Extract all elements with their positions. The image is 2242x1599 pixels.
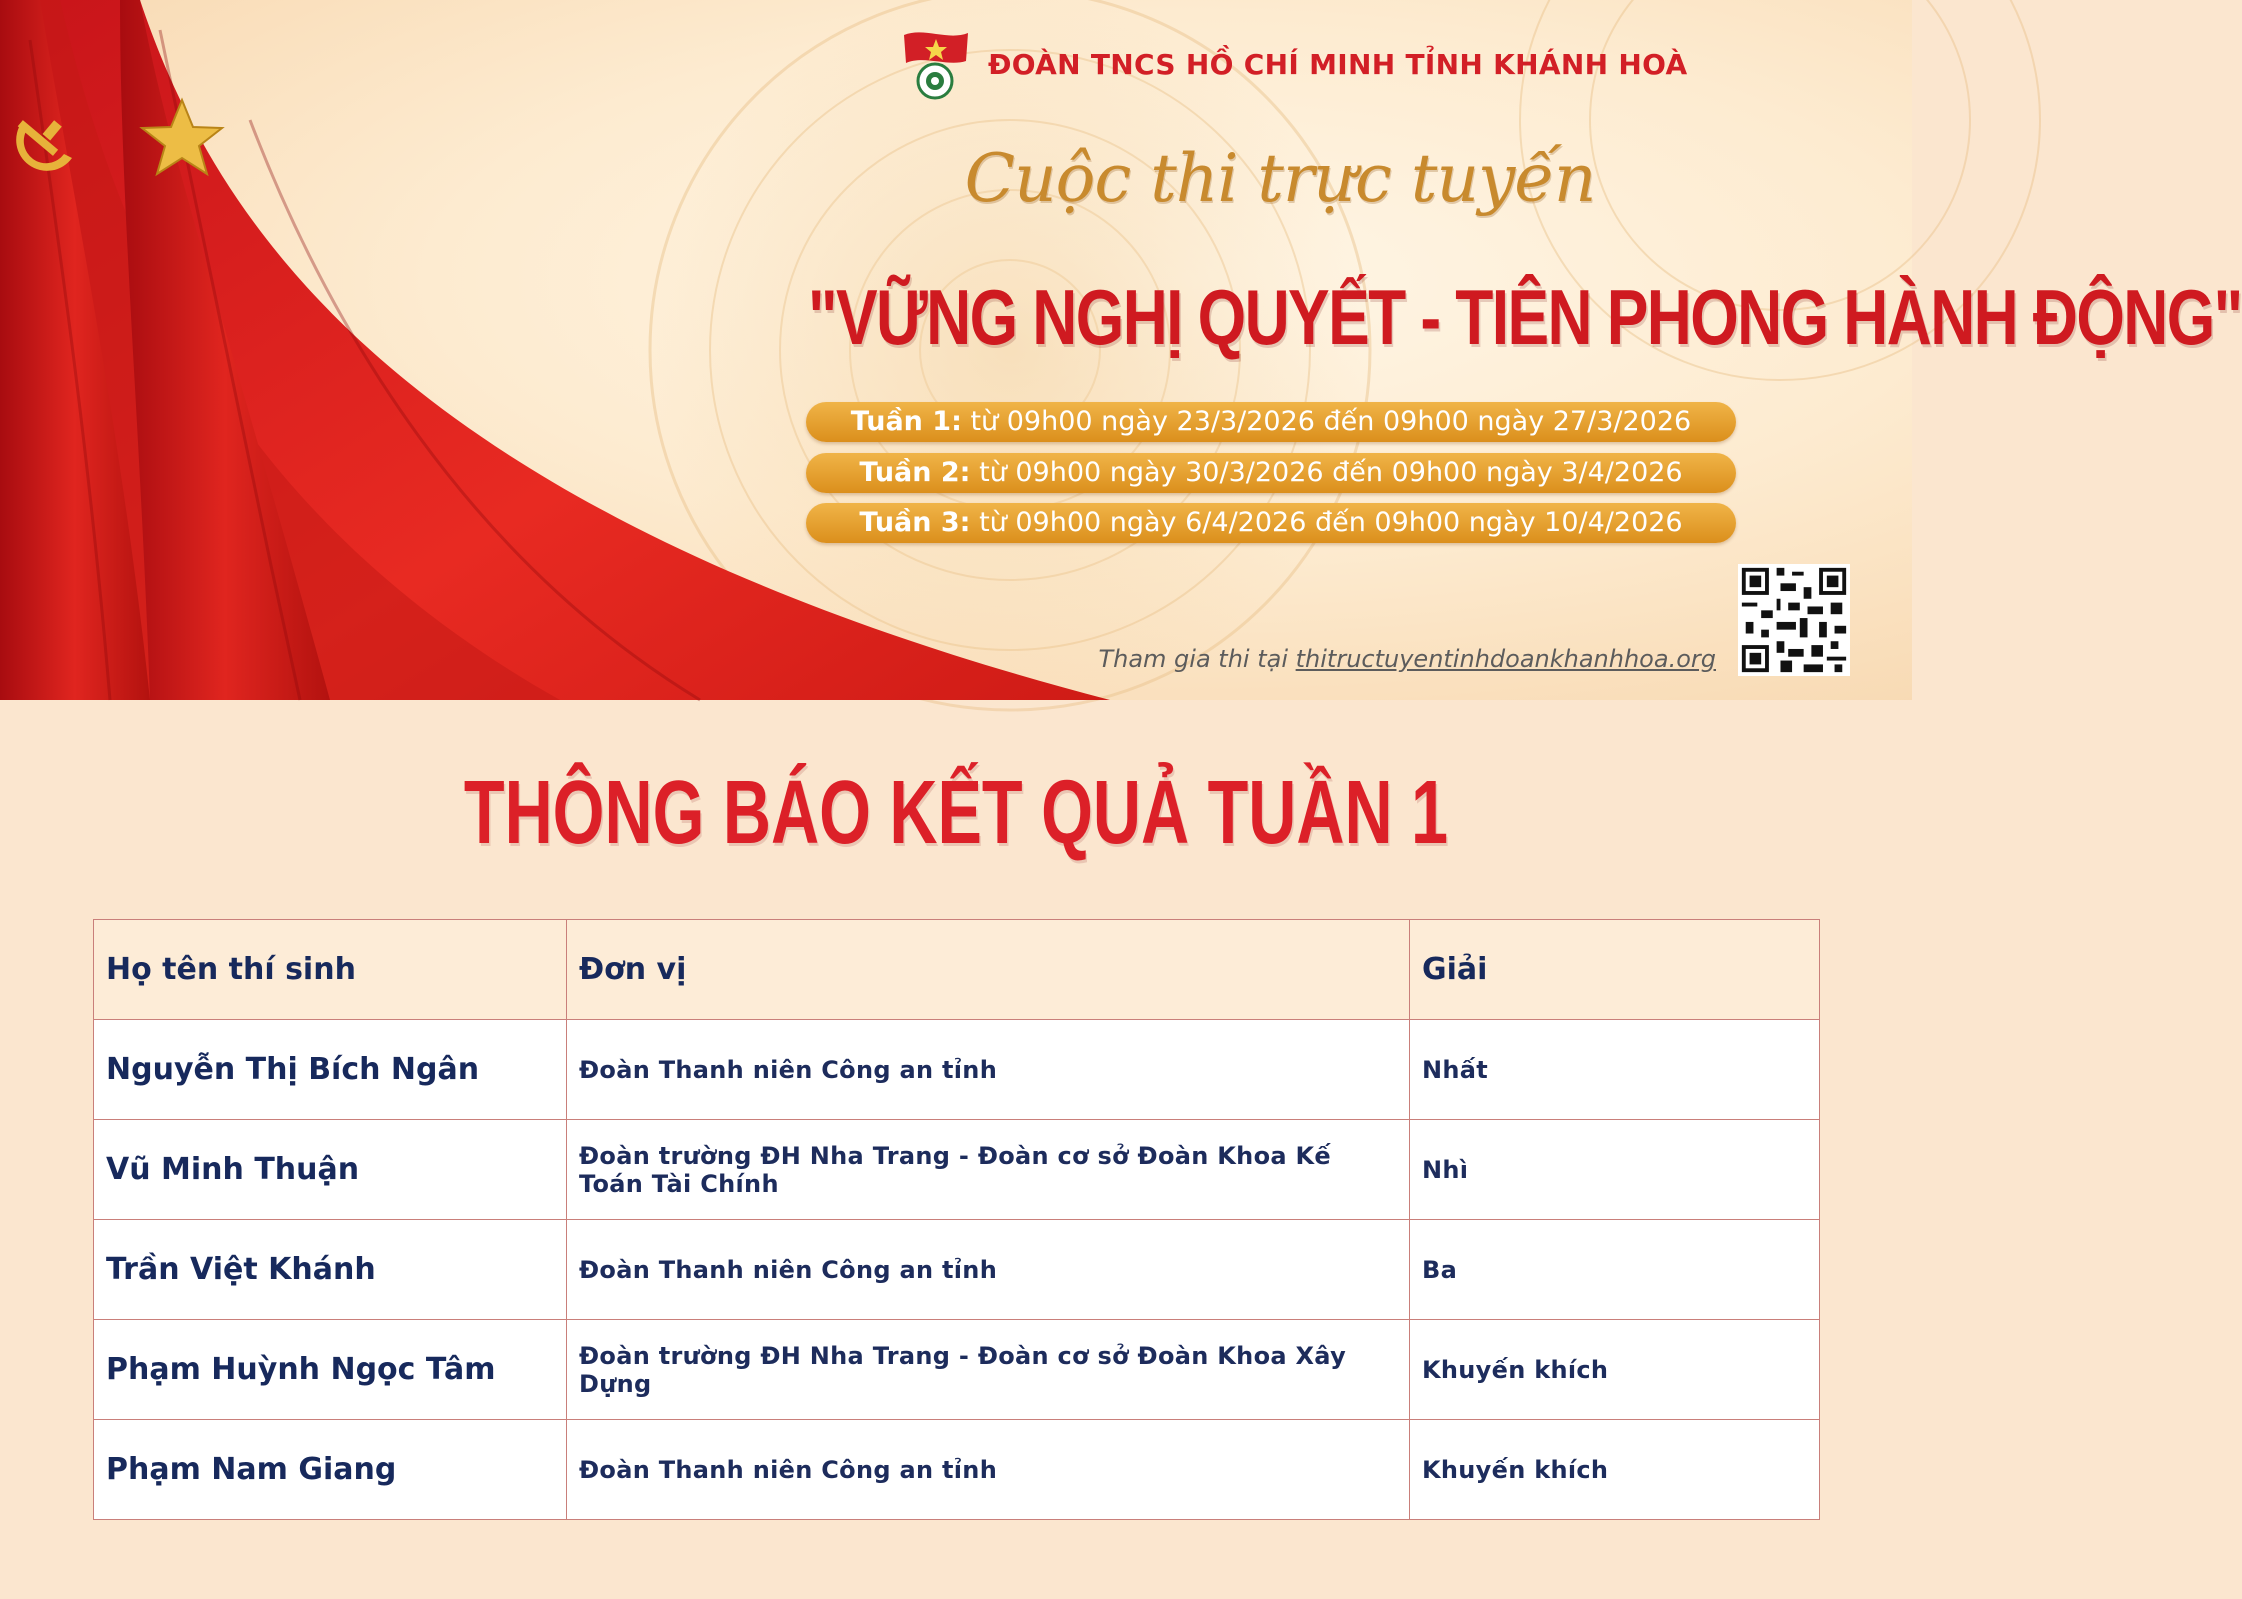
table-row (94, 1220, 1820, 1320)
contestant-unit: Đoàn trường ĐH Nha Trang - Đoàn cơ sở Đoàn Khoa Xây Dựng (567, 1320, 1410, 1420)
contestant-prize: Ba (1410, 1220, 1820, 1320)
week-dates: từ 09h00 ngày 6/4/2026 đến 09h00 ngày 10/4/2026 (970, 507, 1683, 538)
week-label: Tuần 3: (859, 507, 971, 538)
contestant-unit: Đoàn Thanh niên Công an tỉnh (567, 1420, 1410, 1520)
contestant-unit: Đoàn trường ĐH Nha Trang - Đoàn cơ sở Đoàn Khoa Kế Toán Tài Chính (567, 1120, 1410, 1220)
contestant-unit: Đoàn Thanh niên Công an tỉnh (567, 1020, 1410, 1120)
week-dates: từ 09h00 ngày 23/3/2026 đến 09h00 ngày 27/3/2026 (961, 406, 1692, 437)
contestant-name: Phạm Huỳnh Ngọc Tâm (94, 1320, 567, 1420)
contest-banner (0, 0, 2242, 700)
contestant-name: Nguyễn Thị Bích Ngân (94, 1020, 567, 1120)
join-prefix: Tham gia thi tại (1098, 645, 1296, 673)
contestant-name: Phạm Nam Giang (94, 1420, 567, 1520)
contestant-unit: Đoàn Thanh niên Công an tỉnh (567, 1220, 1410, 1320)
join-info (1098, 645, 1716, 673)
column-header-name: Họ tên thí sinh (94, 920, 567, 1020)
table-row (94, 1320, 1820, 1420)
contestant-prize: Khuyến khích (1410, 1420, 1820, 1520)
week-2-schedule (806, 453, 1736, 493)
table-row (94, 1420, 1820, 1520)
column-header-unit: Đơn vị (567, 920, 1410, 1020)
organization-header (898, 24, 1687, 104)
week-dates: từ 09h00 ngày 30/3/2026 đến 09h00 ngày 3/4/2026 (970, 457, 1683, 488)
week-3-schedule (806, 503, 1736, 543)
contestant-prize: Khuyến khích (1410, 1320, 1820, 1420)
results-heading: THÔNG BÁO KẾT QUẢ TUẦN 1 (463, 763, 1449, 863)
results-table (93, 919, 1820, 1520)
qr-code-icon[interactable] (1738, 564, 1850, 676)
contestant-name: Vũ Minh Thuận (94, 1120, 567, 1220)
table-header-row (94, 920, 1820, 1020)
contest-title: "VỮNG NGHỊ QUYẾT - TIÊN PHONG HÀNH ĐỘNG" (808, 273, 2242, 361)
contestant-prize: Nhất (1410, 1020, 1820, 1120)
table-row (94, 1120, 1820, 1220)
contestant-prize: Nhì (1410, 1120, 1820, 1220)
week-1-schedule (806, 402, 1736, 442)
youth-union-emblem-icon (898, 27, 972, 101)
table-row (94, 1020, 1820, 1120)
contest-subtitle: Cuộc thi trực tuyến (964, 140, 1596, 217)
contest-website-link[interactable]: thitructuyentinhdoankhanhhoa.org (1295, 645, 1716, 673)
contestant-name: Trần Việt Khánh (94, 1220, 567, 1320)
organization-name: ĐOÀN TNCS HỒ CHÍ MINH TỈNH KHÁNH HOÀ (988, 47, 1688, 81)
week-label: Tuần 2: (859, 457, 971, 488)
week-label: Tuần 1: (850, 406, 962, 437)
column-header-prize: Giải (1410, 920, 1820, 1020)
